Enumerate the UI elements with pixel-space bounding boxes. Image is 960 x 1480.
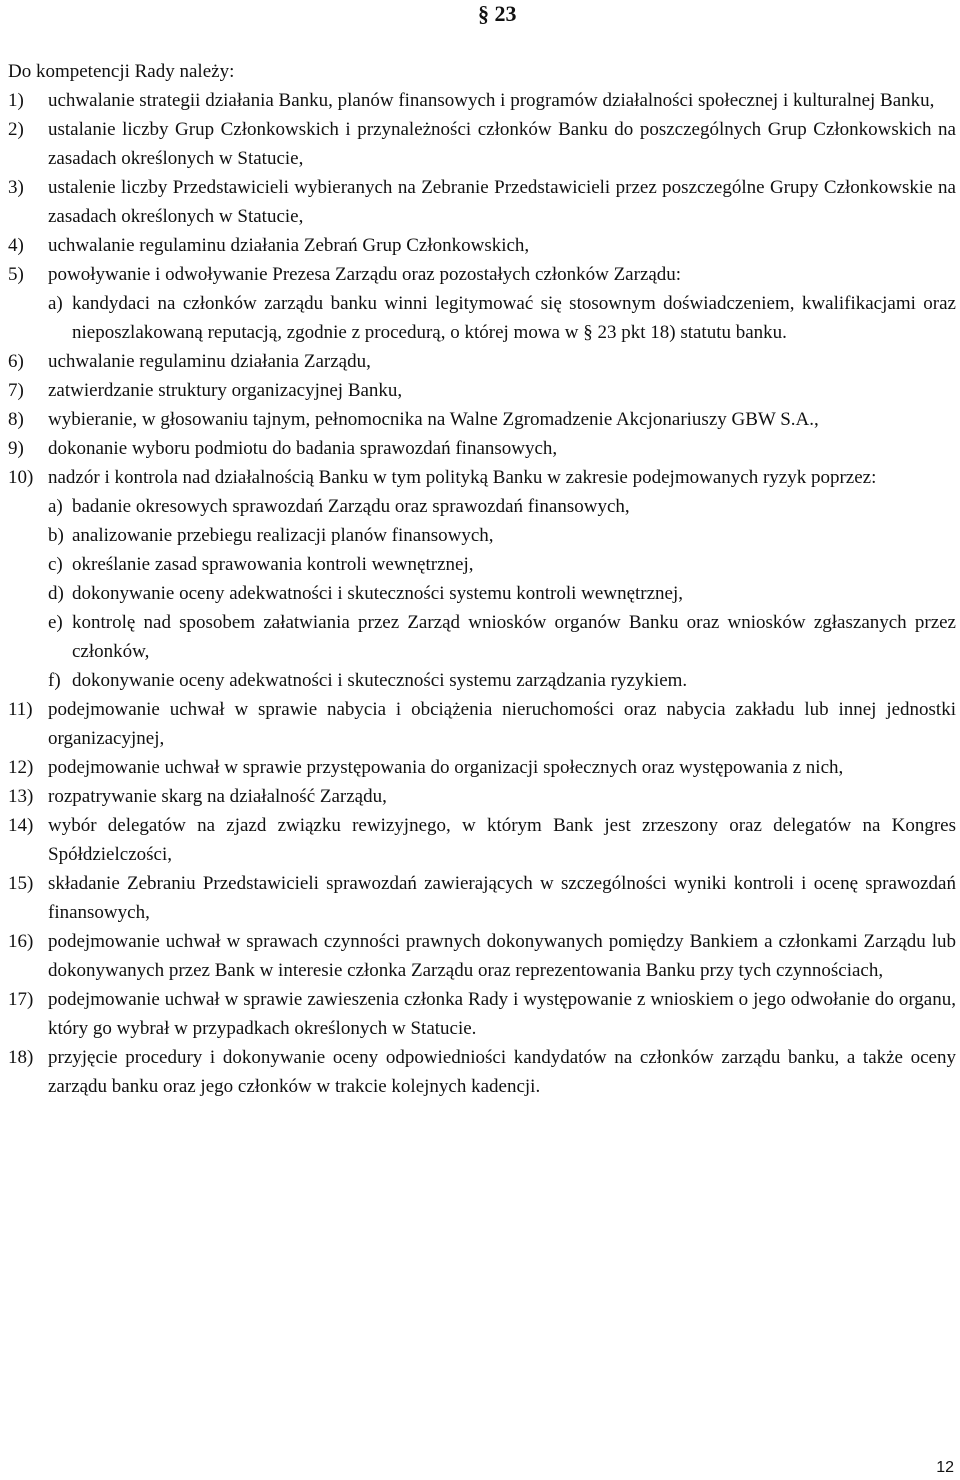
item-text: powoływanie i odwoływanie Prezesa Zarządu oraz pozostałych członków Zarządu:	[48, 264, 682, 285]
page-number: 12	[936, 1459, 954, 1476]
sub-list-item	[48, 492, 956, 521]
item-number: 9)	[8, 438, 24, 459]
list-item	[8, 405, 956, 434]
list-item	[8, 811, 956, 869]
sub-list-10	[8, 492, 956, 695]
sub-item-letter: d)	[48, 583, 64, 604]
list-item	[8, 753, 956, 782]
item-text: uchwalanie regulaminu działania Zarządu,	[48, 351, 371, 372]
item-text: uchwalanie strategii działania Banku, planów finansowych i programów działalności społecznej i kulturalnej Banku,	[48, 90, 935, 111]
list-item	[8, 86, 956, 115]
item-text: nadzór i kontrola nad działalnością Banku w tym polityką Banku w zakresie podejmowanych ryzyk poprzez:	[48, 467, 877, 488]
sub-item-text: dokonywanie oceny adekwatności i skuteczności systemu kontroli wewnętrznej,	[72, 583, 683, 604]
item-number: 2)	[8, 119, 24, 140]
sub-item-letter: f)	[48, 670, 61, 691]
list-item	[8, 376, 956, 405]
sub-list-item	[48, 550, 956, 579]
item-text: wybieranie, w głosowaniu tajnym, pełnomocnika na Walne Zgromadzenie Akcjonariuszy GBW S.A.,	[48, 409, 819, 430]
sub-item-letter: a)	[48, 496, 63, 517]
item-number: 10)	[8, 467, 34, 488]
list-item	[8, 347, 956, 376]
item-number: 12)	[8, 757, 34, 778]
item-number: 6)	[8, 351, 24, 372]
item-number: 15)	[8, 873, 34, 894]
item-number: 1)	[8, 90, 24, 111]
sub-item-text: określanie zasad sprawowania kontroli wewnętrznej,	[72, 554, 474, 575]
list-item	[8, 463, 956, 492]
sub-item-text: dokonywanie oceny adekwatności i skuteczności systemu zarządzania ryzykiem.	[72, 670, 688, 691]
item-number: 7)	[8, 380, 24, 401]
item-text: ustalanie liczby Grup Członkowskich i przynależności członków Banku do poszczególnych Grup Członkowskich na zasadach określonych w Statucie,	[48, 119, 956, 169]
sub-item-text: kontrolę nad sposobem załatwiania przez Zarząd wniosków organów Banku oraz wniosków zgłaszanych przez członków,	[72, 612, 956, 662]
sub-item-letter: b)	[48, 525, 64, 546]
item-text: podejmowanie uchwał w sprawie nabycia i obciążenia nieruchomości oraz nabycia zakładu lub innej jednostki organizacyjnej,	[48, 699, 956, 749]
sub-list-5	[8, 289, 956, 347]
sub-item-letter: c)	[48, 554, 63, 575]
item-text: przyjęcie procedury i dokonywanie oceny odpowiedniości kandydatów na członków zarządu banku, a także oceny zarządu banku oraz jego członków w trakcie kolejnych kadencji.	[48, 1047, 956, 1097]
list-item	[8, 434, 956, 463]
item-text: zatwierdzanie struktury organizacyjnej Banku,	[48, 380, 403, 401]
sub-item-text: analizowanie przebiegu realizacji planów finansowych,	[72, 525, 494, 546]
sub-list-item	[48, 579, 956, 608]
competence-list	[8, 86, 956, 1101]
item-number: 13)	[8, 786, 34, 807]
sub-list-item	[48, 608, 956, 666]
item-text: dokonanie wyboru podmiotu do badania sprawozdań finansowych,	[48, 438, 558, 459]
sub-list-item	[48, 521, 956, 550]
intro-text: Do kompetencji Rady należy:	[8, 61, 235, 82]
sub-list-item	[48, 666, 956, 695]
list-item	[8, 695, 956, 753]
item-number: 16)	[8, 931, 34, 952]
item-text: podejmowanie uchwał w sprawie zawieszenia członka Rady i występowanie z wnioskiem o jego odwołanie do organu, który go wybrał w przypadkach określonych w Statucie.	[48, 989, 956, 1039]
item-text: uchwalanie regulaminu działania Zebrań Grup Członkowskich,	[48, 235, 530, 256]
section-heading: § 23	[478, 1, 517, 26]
list-item	[8, 115, 956, 173]
item-number: 17)	[8, 989, 34, 1010]
list-item	[8, 173, 956, 231]
item-number: 11)	[8, 699, 33, 720]
item-text: składanie Zebraniu Przedstawicieli sprawozdań zawierających w szczególności wyniki kontroli i ocenę sprawozdań finansowych,	[48, 873, 956, 923]
list-item	[8, 260, 956, 289]
sub-item-text: kandydaci na członków zarządu banku winni legitymować się stosownym doświadczeniem, kwalifikacjami oraz nieposzlakowaną reputacją, zgodnie z procedurą, o której mowa w § 23 pkt 18) statutu banku.	[72, 293, 956, 343]
list-item	[8, 985, 956, 1043]
list-item	[8, 231, 956, 260]
list-item	[8, 782, 956, 811]
item-text: podejmowanie uchwał w sprawach czynności prawnych dokonywanych pomiędzy Bankiem a członkami Zarządu lub dokonywanych przez Bank w interesie członka Zarządu oraz reprezentowania Banku przy tych czynnościach,	[48, 931, 956, 981]
item-number: 3)	[8, 177, 24, 198]
sub-list-item	[48, 289, 956, 347]
list-item	[8, 869, 956, 927]
list-item	[8, 927, 956, 985]
sub-item-letter: e)	[48, 612, 63, 633]
sub-item-text: badanie okresowych sprawozdań Zarządu oraz sprawozdań finansowych,	[72, 496, 630, 517]
item-number: 8)	[8, 409, 24, 430]
item-text: podejmowanie uchwał w sprawie przystępowania do organizacji społecznych oraz występowania z nich,	[48, 757, 844, 778]
item-text: wybór delegatów na zjazd związku rewizyjnego, w którym Bank jest zrzeszony oraz delegatów na Kongres Spółdzielczości,	[48, 815, 956, 865]
item-text: ustalenie liczby Przedstawicieli wybieranych na Zebranie Przedstawicieli przez poszczególne Grupy Członkowskie na zasadach określonych w Statucie,	[48, 177, 956, 227]
item-number: 14)	[8, 815, 34, 836]
item-number: 18)	[8, 1047, 34, 1068]
item-number: 5)	[8, 264, 24, 285]
sub-item-letter: a)	[48, 293, 63, 314]
item-number: 4)	[8, 235, 24, 256]
list-item	[8, 1043, 956, 1101]
item-text: rozpatrywanie skarg na działalność Zarządu,	[48, 786, 387, 807]
